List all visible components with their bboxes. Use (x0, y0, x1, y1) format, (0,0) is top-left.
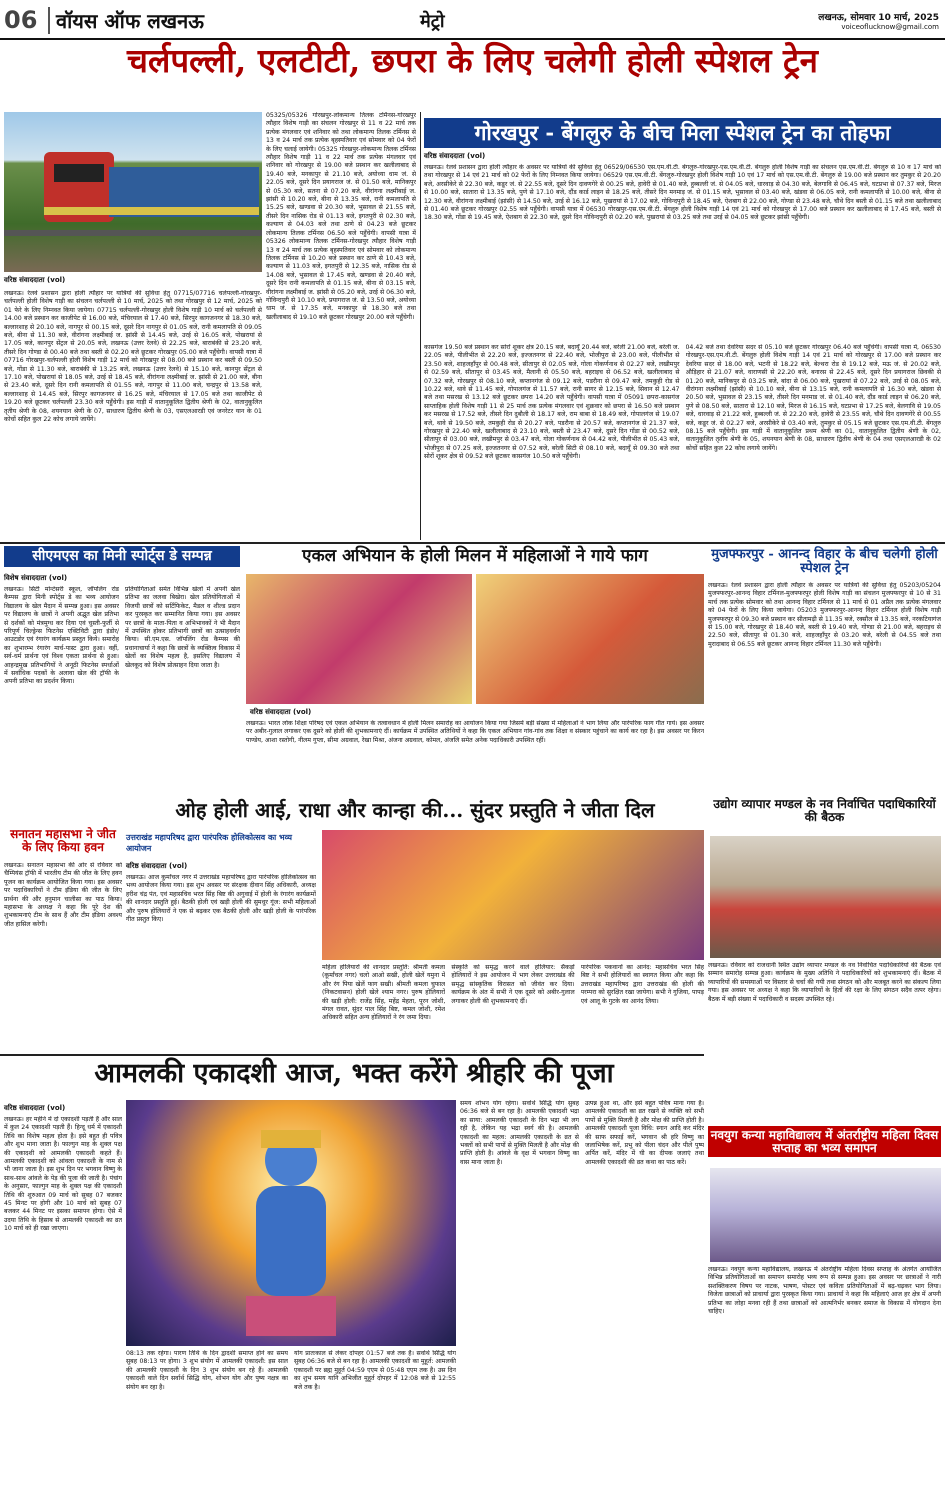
story-6-headline: उद्योग व्यापार मण्डल के नव निर्वाचित पदाधिकारियों की बैठक (713, 797, 936, 824)
story-6-body (708, 962, 941, 1122)
story-8-text-a: लखनऊ। आज कुर्मांचल नगर में उत्तराखंड महापरिषद द्वारा पारंपरिक होलिकोत्सव का भव्य आयोजन किया गया। इस शुभ अवसर पर संरक्षक दीवान सिंह अधिकारी, अध्यक्ष हरीश चंद्र पंत, एवं महासचिव भरत सिंह बिष्ट की अगुवाई में होली के रंगारंग कार्यक्रमों की शानदार प्रस्तुति हुई। बैठकी होली एवं खड़ी होली की सुमधुर गूंज: सभी महिलाओं और पुरुष होलियारों ने एक से बढ़कर एक बैठकी होली और खड़ी होली के पारंपरिक गीत प्रस्तुत किए। (126, 874, 316, 924)
story-2-text-b: कासगंज 19.50 बजे प्रस्थान कर सोरों शूकर क्षेत्र 20.15 बजे, बदायूँ 20.44 बजे, बरेली 21.00 बजे, बरेली ज. 22.05 बजे, पीलीभीत से 22.20 बजे, इज्जतनगर से 22.40 बजे, भोजीपुरा से 23.00 बजे, पीलीभीत से 23.50 बजे, शाहजहाँपुर से 00.48 बजे, सीतापुर से 02.05 बजे, गोला गोकर्णनाथ से 02.27 बजे, लखीमपुर से 02.59 बजे, सीतापुर से 03.45 बजे, मैलानी से 05.50 बजे, बहराइच से 06.52 बजे, खलीलाबाद से 07.32 बजे, गोरखपुर से 08.10 बजे, कप्तानगंज से 09.12 बजे, पडरौना से 09.47 बजे, तमकुही रोड से 10.22 बजे, थावे से 11.45 बजे, गोपालगंज से 11.57 बजे, रानी सागर से 12.15 बजे, सिवान से 12.47 बजे तथा मसरख से 13.12 बजे छूटकर छपरा 14.20 बजे पहुँचेगी। वापसी यात्रा में 05091 छपरा-कासगंज साप्ताहिक होली विशेष गाड़ी 11 से 25 मार्च तक प्रत्येक मंगलवार एवं शुक्रवार को छपरा से 16.50 बजे प्रस्थान कर मसरख से 17.52 बजे, तीसरे दिन दुबौली से 18.17 बजे, राम बाबा से 18.49 बजे, गोपालगंज से 19.07 बजे, थावे से 19.50 बजे, तमकुही रोड से 20.27 बजे, पडरौना से 20.57 बजे, कप्तानगंज से 21.37 बजे, गोरखपुर से 22.40 बजे, खलीलाबाद से 23.10 बजे, बस्ती से 23.47 बजे, दूसरे दिन गोंडा से 00.52 बजे, सीतापुर से 03.00 बजे, लखीमपुर से 03.47 बजे, गोला गोकर्णनाथ से 04.42 बजे, पीलीभीत से 05.43 बजे, भोजीपुरा से 07.25 बजे, इज्जतनगर से 07.52 बजे, बरेली सिटी से 08.10 बजे, बदायूँ से 09.30 बजे तथा सोरों शूकर क्षेत्र से 09.52 बजे छूटकर कासगंज 10.50 बजे पहुँचेगी। (424, 344, 680, 461)
story-1-headline: चर्लपल्ली, एलटीटी, छपरा के लिए चलेगी होली स्पेशल ट्रेन (127, 41, 818, 80)
story-8-body-a (126, 874, 316, 1050)
meeting-photo (710, 836, 941, 958)
story-3-text-b: प्रतियोगिताओं समेत विभिन्न खेलों में अपनी खेल प्रतिभा का जलवा बिखेरा। खेल प्रतियोगिताओं में विजयी छात्रों को सर्टिफिकेट, मैडल व शील्ड प्रदान कर पुरस्कृत कर सम्मानित किया गया। इस अवसर पर छात्रों के माता-पिता व अभिभावकों ने भी मैदान में उपस्थित होकर प्रतिभागी छात्रों का उत्साहवर्धन किया। सी.एम.एस. जॉपलिंग रोड कैम्पस की प्रधानाचार्या ने कहा कि छात्रों के व्यक्तित्व विकास में खेलों का विशेष महत्व है, इसलिए विद्यालय में खेलकूद को विशेष प्रोत्साहन दिया जाता है। (125, 586, 240, 669)
story-2-byline: वरिष्ठ संवाददाता (vol) (424, 152, 486, 160)
story-9-body (708, 1266, 941, 1482)
section-name: मेट्रो (420, 11, 445, 32)
story-10-text-b: 08:13 तक रहेगा। पारण तिथि के दिन द्वादशी समाप्त होने का समय सुबह 08:13 पर होगा। 3 शुभ संयोग में आमलकी एकादशी: इस साल की आमलकी एकादशी के दिन 3 शुभ संयोग बन रहे हैं। आमलकी एकादशी वाले दिन सर्वार्थ सिद्धि योग, शोभन योग और पुष्य नक्षत्र का संयोग बन रहा है। (126, 1350, 288, 1391)
story-6-text: लखनऊ। रविवार को राजधानी स्थित उद्योग व्यापार मण्डल के नव निर्वाचित पदाधिकारियों की बैठक एवं सम्मान समारोह सम्पन्न हुआ। कार्यक्रम के मुख्य अतिथि ने पदाधिकारियों को शुभकामनाएं दीं। बैठक में व्यापारियों की समस्याओं पर विस्तार से चर्चा की गयी तथा संगठन को और मजबूत करने का संकल्प लिया गया। इस अवसर पर अध्यक्ष ने कहा कि व्यापारियों के हितों की रक्षा के लिए संगठन सदैव तत्पर रहेगा। बैठक में बड़ी संख्या में पदाधिकारी व सदस्य उपस्थित रहे। (708, 962, 941, 1003)
story-5-body (708, 582, 941, 794)
story-10-text-d: समय शोभन योग रहेगा। सर्वार्थ सिद्धि योग सुबह 06:36 बजे से बन रहा है। आमलकी एकादशी भद्रा का साया: आमलकी एकादशी के दिन भद्रा भी लग रही है, लेकिन यह भद्रा स्वर्ग की है। आमलकी एकादशी का महत्व: आमलकी एकादशी के व्रत से भक्तों को सभी पापों से मुक्ति मिलती है और मोक्ष की प्राप्ति होती है। आंवले के वृक्ष में भगवान विष्णु का वास माना जाता है। (460, 1100, 579, 1166)
story-9-headline: नवयुग कन्या महाविद्यालय में अंतर्राष्ट्रीय महिला दिवस सप्ताह का भव्य समापन (708, 1126, 941, 1157)
story-8-byline: वरिष्ठ संवाददाता (vol) (126, 862, 188, 870)
story-10-byline: वरिष्ठ संवाददाता (vol) (4, 1104, 66, 1112)
story-7-headline: सनातन महासभा ने जीत के लिए किया हवन (10, 827, 116, 854)
story-8-body-b (322, 964, 704, 1050)
story-8-text-b: महिला होलियारों की शानदार प्रस्तुति: श्रीमती कमला (कूर्मांचल नगर) चलो आओ सखी, होली खेलें यमुना में और रंग पिया खेलें फाग सखी। श्रीमती कमला चुफाल (निकटवासन) होली खेले श्याम नगर। पुरुष होलियारों की खड़ी होली: राजेंद्र सिंह, महेंद्र मेहता, पूरन जोशी, मंगल रावत, सुंदर पाल सिंह बिष्ट, कमल जोशी, रमेश अधिकारी सहित अन्य होलियारों ने रंग जमा दिया। (322, 964, 446, 1022)
story-10-body-b (126, 1350, 456, 1482)
story-10-text-e: उत्पन्न हुआ था, और इसे बहुत पवित्र माना गया है। आमलकी एकादशी का व्रत रखने से व्यक्ति को सभी पापों से मुक्ति मिलती है और मोक्ष की प्राप्ति होती है। आमलकी एकादशी पूजा विधि: स्नान आदि कर मंदिर की साफ सफाई करें, भगवान श्री हरि विष्णु का जलाभिषेक करें, प्रभु को पीला चंदन और पीले पुष्प अर्पित करें, मंदिर में घी का दीपक जलाएं तथा आमलकी एकादशी की व्रत कथा का पाठ करें। (585, 1100, 704, 1166)
college-event-photo (710, 1168, 941, 1262)
paper-name: वॉयस ऑफ लखनऊ (48, 7, 204, 34)
story-4-headline: एकल अभियान के होली मिलन में महिलाओं ने गाये फाग (302, 546, 648, 566)
story-2-text-a: लखनऊ। रेलवे प्रशासन द्वारा होली त्यौहार के अवसर पर यात्रियों की सुविधा हेतु 06529/06530 एस.एम.वी.टी. बेंगलुरु-गोरखपुर-एस.एम.वी.टी. बेंगलुरु होली विशेष गाड़ी का संचलन एस.एम.वी.टी. बेंगलुरु से 10 व 17 मार्च को तथा गोरखपुर से 14 एवं 21 मार्च को 02 फेरों के लिए निम्नवत किया जायेगा। 06529 एस.एम.वी.टी. बेंगलुरु-गोरखपुर होली विशेष गाड़ी 10 एवं 17 मार्च को एस.एम.वी.टी. बेंगलुरु से 19.00 बजे प्रस्थान कर तुमकुर से 20.20 बजे, अरसीकेरे से 22.30 बजे, कडूर जं. से 22.55 बजे, दूसरे दिन दावणगेरे से 00.25 बजे, हावेरी से 01.40 बजे, हुब्बल्ली जं. से 04.05 बजे, धारवाड़ से 04.30 बजे, बेलगावि से 06.45 बजे, घटप्रभा से 07.37 बजे, मिरज से 10.00 बजे, सातारा से 13.35 बजे, पुणे से 17.10 बजे, दौंड कार्ड लाइन से 18.25 बजे, तीसरे दिन मनमाड़ जं. से 01.15 बजे, भुसावल से 03.40 बजे, खंडवा से 06.05 बजे, रानी कमलापति से 10.00 बजे, बीना से 12.30 बजे, वीरांगना लक्ष्मीबाई (झांसी) से 14.50 बजे, उरई से 16.12 बजे, पुखरायां से 17.02 बजे, गोविन्दपुरी से 18.45 बजे, ऐशबाग से 22.00 बजे, गोण्डा से 23.48 बजे, चौथे दिन बस्ती से 01.15 बजे तथा खलीलाबाद से 01.40 बजे छूटकर गोरखपुर 02.55 बजे पहुँचेगी। वापसी यात्रा में 06530 गोरखपुर-एस.एम.वी.टी. बेंगलुरु होली विशेष गाड़ी 14 एवं 21 मार्च को गोरखपुर से 17.00 बजे प्रस्थान कर खलीलाबाद से 17.45 बजे, बस्ती से 18.30 बजे, गोंडा से 19.45 बजे, ऐशबाग से 22.30 बजे, दूसरे दिन गोविन्दपुरी से 02.20 बजे, पुखरायां से 03.25 बजे तथा उरई से 04.05 बजे छूटकर झांसी पहुँचेगी। (424, 164, 941, 222)
story-3-headline: सीएमएस का मिनी स्पोर्ट्स डे सम्पन्न (4, 546, 240, 567)
vishnu-illustration (126, 1100, 456, 1346)
email-line: voiceoflucknow@gmail.com (841, 23, 939, 31)
holi-photo-1 (246, 574, 472, 704)
story-7-text: लखनऊ। सनातन महासभा की ओर से रविवार को चैम्पियंस ट्रॉफी में भारतीय टीम की जीत के लिए हवन पूजन का कार्यक्रम आयोजित किया गया। इस अवसर पर पदाधिकारियों ने टीम इंडिया की जीत के लिए प्रार्थना की और हनुमान चालीसा का पाठ किया। महासभा के अध्यक्ष ने कहा कि पूरे देश की शुभकामनाएं टीम के साथ हैं और टीम इंडिया अवश्य जीत हासिल करेगी। (4, 862, 122, 928)
story-8-text-c: संस्कृति को समृद्ध करने वाले होलियार: सैकड़ों होलियारों ने इस आयोजन में भाग लेकर उत्तराखंड की समृद्ध सांस्कृतिक विरासत को जीवंत कर दिया। कार्यक्रम के अंत में सभी ने एक दूसरे को अबीर-गुलाल लगाकर होली की शुभकामनाएं दीं। (451, 964, 575, 1005)
story-7-body (4, 862, 122, 1032)
deity-figure (126, 1100, 456, 1346)
story-8-kicker: उत्तराखंड महापरिषद द्वारा पारंपरिक होलिकोत्सव का भव्य आयोजन (126, 833, 292, 853)
story-3-body (4, 586, 240, 822)
train-photo (4, 112, 262, 272)
section-divider (0, 542, 945, 544)
column-divider (420, 112, 421, 540)
holi-photo-2 (476, 574, 704, 704)
section-divider-2 (0, 1054, 704, 1056)
story-3-text-a: लखनऊ। सिटी मोन्टेसरी स्कूल, जॉपलिंग रोड कैम्पस द्वारा मिनी स्पोर्ट्स डे का भव्य आयोजन विद्यालय के खेल मैदान में सम्पन्न हुआ। इस अवसर पर विद्यालय के छात्रों ने अपनी अद्भुत खेल प्रतिभा से दर्शकों को मंत्रमुग्ध कर दिया एवं चुस्ती-फुर्ती से परिपूर्ण चिल्ड्रेन्स फिटनेस एक्टिविटी द्वारा इंडोर/आउटडोर एवं रंगारंग कार्यक्रम प्रस्तुत किये। समारोह का शुभारम्भ रंगारंग मार्च-पास्ट द्वारा हुआ। वहीं, सर्व-धर्म प्रार्थना एवं विश्व एकता प्रार्थना से हुआ। आहन्द्रमुख प्रतिभागियों ने अनूठी फिटनेस स्पर्धाओं में सर्वाधिक पदकों के अलावा खेल की ट्रॉफी के अपनी प्रतिभा का प्रदर्शन किया। (4, 586, 119, 686)
story-3-byline: विशेष संवाददाता (vol) (4, 574, 68, 582)
story-10-body-c (460, 1100, 704, 1482)
story-4-byline: वरिष्ठ संवाददाता (vol) (250, 708, 312, 716)
holi-celebration-photo (322, 830, 704, 960)
page-number: 06 (4, 6, 38, 34)
story-10-text-a: लखनऊ। हर महीने में दो एकादशी पड़ती हैं और साल में कुल 24 एकादशी पड़ती हैं। हिन्दू धर्म में एकादशी तिथि का विशेष महत्व होता है। इसे बहुत ही पवित्र और शुभ माना जाता है। फाल्गुन माह के शुक्ल पक्ष की एकादशी को आमलकी एकादशी कहते हैं। आमलकी एकादशी को आंवला एकादशी के नाम से भी जाना जाता है। इस शुभ दिन पर भगवान विष्णु के साथ-साथ आंवले के पेड़ की पूजा की जाती है। पंचांग के अनुसार, फाल्गुन माह के शुक्ल पक्ष की एकादशी तिथि की शुरुआत 09 मार्च को सुबह 07 बजकर 45 मिनट पर होगी और 10 मार्च को सुबह 07 बजकर 44 मिनट पर इसका समापन होगा। ऐसे में उदया तिथि के हिसाब से आमलकी एकादशी का व्रत 10 मार्च को ही रखा जाएगा। (4, 1116, 122, 1233)
story-5-text: लखनऊ। रेलवे प्रशासन द्वारा होली त्यौहार के अवसर पर यात्रियों की सुविधा हेतु 05203/05204 मुजफ्फरपुर-आनन्द विहार टर्मिनल-मुजफ्फरपुर होली विशेष गाड़ी का संचलन मुजफ्फरपुर से 10 से 31 मार्च तक प्रत्येक सोमवार को तथा आनन्द विहार टर्मिनल से 11 मार्च से 01 अप्रैल तक प्रत्येक मंगलवार को 04 फेरों के लिए किया जायेगा। 05203 मुजफ्फरपुर-आनन्द विहार टर्मिनल होली विशेष गाड़ी मुजफ्फरपुर से 09.30 बजे प्रस्थान कर सीतामढ़ी से 11.35 बजे, रक्सौल से 13.35 बजे, नरकटियागंज से 15.00 बजे, गोरखपुर से 18.40 बजे, बस्ती से 19.40 बजे, गोण्डा से 21.00 बजे, बहराइच से 22.50 बजे, सीतापुर से 01.30 बजे, शाहजहाँपुर से 03.20 बजे, बरेली से 04.55 बजे तथा मुरादाबाद से 06.55 बजे छूटकर आनन्द विहार टर्मिनल 11.30 बजे पहुँचेगी। (708, 582, 941, 648)
story-10-headline: आमलकी एकादशी आज, भक्त करेंगे श्रीहरि की पूजा (94, 1058, 614, 1089)
story-1-body-right (266, 112, 416, 540)
train-illustration (4, 112, 262, 272)
story-1-byline: वरिष्ठ संवाददाता (vol) (4, 276, 66, 284)
date-line: लखनऊ, सोमवार 10 मार्च, 2025 (818, 13, 939, 23)
story-10-text-c: योग प्रातःकाल से लेकर दोपहर 01:57 बजे तक है। सर्वार्थ सिद्धि योग सुबह 06:36 बजे से बन रहा है। आमलकी एकादशी का मुहूर्त: आमलकी एकादशी पर ब्रह्म मुहूर्त 04:59 एएम से 05:48 एएम तक है। उस दिन का शुभ समय यानि अभिजीत मुहूर्त दोपहर में 12:08 बजे से 12:55 बजे तक है। (294, 1350, 456, 1391)
story-1-body-left (4, 290, 262, 540)
story-5-headline: मुजफ्फरपुर - आनन्द विहार के बीच चलेगी होली स्पेशल ट्रेन (711, 547, 938, 576)
story-2-text-c: 04.42 बजे तथा देवरिया सदर से 05.10 बजे छूटकर गोरखपुर 06.40 बजे पहुँचेगी। वापसी यात्रा में, 06530 गोरखपुर-एस.एम.वी.टी. बेंगलुरु होली विशेष गाड़ी 14 एवं 21 मार्च को गोरखपुर से 17.00 बजे प्रस्थान कर देवरिया सदर से 18.00 बजे, भटनी से 18.22 बजे, बेल्थरा रोड से 19.12 बजे, मऊ जं. से 20.02 बजे, औड़िहार से 21.07 बजे, वाराणसी से 22.20 बजे, बनारस से 22.45 बजे, दूसरे दिन प्रयागराज छिवकी से 01.20 बजे, मानिकपुर से 03.25 बजे, बांदा से 06.00 बजे, पुखरायां से 07.22 बजे, उरई से 08.05 बजे, वीरांगना लक्ष्मीबाई (झांसी) से 10.10 बजे, बीना से 13.15 बजे, रानी कमलापति से 16.30 बजे, खंडवा से 20.50 बजे, भुसावल से 23.15 बजे, तीसरे दिन मनमाड जं. से 01.40 बजे, दौंड कार्ड लाइन से 06.20 बजे, पुणे से 08.50 बजे, सातारा से 12.10 बजे, मिरज से 16.15 बजे, घटप्रभा से 17.25 बजे, बेलगावि से 19.05 बजे, धारवाड़ से 21.22 बजे, हुब्बल्ली जं. से 22.20 बजे, हावेरी से 23.55 बजे, चौथे दिन दावणगेरे से 00.55 बजे, कडूर जं. से 02.27 बजे, अरसीकेरे से 03.40 बजे, तुमकुर से 05.15 बजे छूटकर एस.एम.वी.टी. बेंगलुरु 08.15 बजे पहुँचेगी। इस गाड़ी में वातानुकूलित प्रथम श्रेणी का 01, वातानुकूलित द्वितीय श्रेणी के 02, वातानुकूलित तृतीय श्रेणी के 05, शयनयान श्रेणी के 08, साधारण द्वितीय श्रेणी के 04 तथा एसएलआरडी के 02 कोचों सहित कुल 22 कोच लगाये जायेंगे। (685, 344, 941, 452)
masthead (0, 0, 945, 40)
story-2-headline: गोरखपुर - बेंगलुरु के बीच मिला स्पेशल ट्रेन का तोहफा (424, 118, 941, 148)
story-8-headline: ओह होली आई, राधा और कान्हा की... सुंदर प्रस्तुति ने जीता दिल (175, 798, 655, 822)
story-4-text: लखनऊ। भारत लोक शिक्षा परिषद एवं एकल अभियान के तत्वावधान में होली मिलन समारोह का आयोजन किया गया जिसमें बड़ी संख्या में महिलाओं ने भाग लिया और पारंपरिक फाग गीत गाये। इस अवसर पर अबीर-गुलाल लगाकर एक दूसरे को होली की शुभकामनाएं दीं। कार्यक्रम में उपस्थित अतिथियों ने कहा कि एकल अभियान गांव-गांव तक शिक्षा व संस्कार पहुंचाने का कार्य कर रहा है। इस अवसर पर किरन पाण्डेय, आशा रस्तोगी, नीलम गुप्ता, सीमा अग्रवाल, रेखा मिश्रा, अंजना अग्रवाल, कोमल, अंजलि समेत अनेक पदाधिकारी उपस्थित रहीं। (246, 720, 704, 744)
story-2-body-top (424, 164, 941, 340)
story-1-text-b: 05325/05326 गोरखपुर-लोकमान्य तिलक टर्मिनस-गोरखपुर त्यौहार विशेष गाड़ी का संचलन गोरखपुर से 11 व 22 मार्च तक प्रत्येक मंगलवार एवं शनिवार को तथा लोकमान्य तिलक टर्मिनस से 13 व 24 मार्च तक प्रत्येक बृहस्पतिवार एवं सोमवार को 04 फेरों के लिए चलाई जायेगी। 05325 गोरखपुर-लोकमान्य तिलक टर्मिनस त्यौहार विशेष गाड़ी 11 व 22 मार्च तक प्रत्येक मंगलवार एवं शनिवार को गोरखपुर से 19.00 बजे प्रस्थान कर खलीलाबाद से 19.40 बजे, मनकापुर से 21.10 बजे, अयोध्या धाम जं. से 22.05 बजे, दूसरे दिन प्रयागराज जं. से 01.50 बजे, मानिकपुर से 05.30 बजे, सतना से 07.20 बजे, वीरांगना लक्ष्मीबाई ज. झांसी से 10.20 बजे, बीना से 13.35 बजे, रानी कमलापति से 15.25 बजे, खण्डवा से 20.30 बजे, भुसावल से 21.55 बजे, तीसरे दिन नासिक रोड से 01.13 बजे, इगतपुरी से 02.30 बजे, कल्याण से 04.03 बजे तथा ठाणे से 04.23 बजे छूटकर लोकमान्य तिलक टर्मिनस 06.50 बजे पहुँचेगी। वापसी यात्रा में 05326 लोकमान्य तिलक टर्मिनस-गोरखपुर त्यौहार विशेष गाड़ी 13 व 24 मार्च तक प्रत्येक बृहस्पतिवार एवं सोमवार को लोकमान्य तिलक टर्मिनस से 10.20 बजे प्रस्थान कर ठाणे से 10.43 बजे, कल्याण से 11.03 बजे, इगतपुरी से 12.35 बजे, नासिक रोड से 14.08 बजे, भुसावल से 17.45 बजे, खण्डवा से 20.40 बजे, दूसरे दिन रानी कमलापति से 01.15 बजे, बीना से 03.15 बजे, वीरांगना लक्ष्मीबाई ज. झांसी से 05.20 बजे, उरई से 06.30 बजे, गोविन्दपुरी से 10.10 बजे, प्रयागराज जं. से 13.50 बजे, अयोध्या धाम जं. से 17.35 बजे, मनकापुर से 18.30 बजे तथा खलीलाबाद से 19.10 बजे छूटकर गोरखपुर 20.00 बजे पहुँचेगी। (266, 112, 416, 321)
story-1-text-a: लखनऊ। रेलवे प्रशासन द्वारा होली त्यौहार पर यात्रियों की सुविधा हेतु 07715/07716 चर्लपल्ली-गोरखपुर-चर्लपल्ली होली विशेष गाड़ी का संचलन चर्लपल्ली से 10 मार्च, 2025 को तथा गोरखपुर से 12 मार्च, 2025 को 01 फेरे के लिए निम्नवत किया जायेगा। 07715 चर्लपल्ली-गोरखपुर होली विशेष गाड़ी 10 मार्च को चर्लपल्ली से 14.00 बजे प्रस्थान कर काजीपेट से 16.00 बजे, मंचिरयाल से 17.40 बजे, सिरपुर कागजनगर से 18.30 बजे, बल्लारशाह से 20.10 बजे, नागपुर से 00.15 बजे, दूसरे दिन नागपुर से 01.05 बजे, रानी कमलापति से 09.05 बजे, बीना से 11.30 बजे, वीरांगना लक्ष्मीबाई ज. झांसी से 14.45 बजे, उरई से 16.05 बजे, पोखरायां से 17.05 बजे, कानपुर सेंट्रल से 20.05 बजे, लखनऊ (उत्तर रेलवे) से 22.25 बजे, बाराबंकी से 23.20 बजे, तीसरे दिन गोण्डा से 00.40 बजे तथा बस्ती से 02.20 बजे छूटकर गोरखपुर 05.00 बजे पहुँचेगी। वापसी यात्रा में 07716 गोरखपुर-चर्लपल्ली होली विशेष गाड़ी 12 मार्च को गोरखपुर से 08.00 बजे प्रस्थान कर बस्ती से 09.50 बजे, गोंडा से 11.30 बजे, बाराबंकी से 13.25 बजे, लखनऊ (उत्तर रेलवे) से 15.10 बजे, कानपुर सेंट्रल से 17.10 बजे, पोखरायां से 18.05 बजे, उरई से 18.45 बजे, वीरांगना लक्ष्मीबाई ज. झांसी से 21.00 बजे, बीना से 23.40 बजे, दूसरे दिन रानी कमलापति से 01.55 बजे, नागपुर से 11.00 बजे, चन्द्रपुर से 13.58 बजे, बल्लारशाह से 14.45 बजे, सिरपुर कागजनगर से 16.25 बजे, मंचिरयाल से 17.05 बजे तथा काजीपेट से 19.20 बजे छूटकर चर्लपल्ली 23.30 बजे पहुँचेगी। इस गाड़ी में वातानुकूलित द्वितीय श्रेणी के 02, वातानुकूलित तृतीय श्रेणी के 08, शयनयान श्रेणी के 07, साधारण द्वितीय श्रेणी के 03, एसएलआरडी एवं जनरेटर यान के 01 कोचों सहित कुल 22 कोच लगाये जायेंगे। (4, 290, 262, 424)
story-8-text-d: पारंपरिक पकवानों का आनंद: महासचिव भरत सिंह बिष्ट ने सभी होलियारों का स्वागत किया और कहा कि उत्तराखंड महापरिषद द्वारा उत्तराखंड की होली की परम्परा को सुरक्षित रखा जायेगा। सभी ने गुजिया, पापड़ एवं आलू के गुटके का आनंद लिया। (580, 964, 704, 1005)
story-4-body (246, 720, 704, 778)
story-2-body-bottom (424, 344, 941, 540)
story-10-body-a (4, 1116, 122, 1482)
story-9-text: लखनऊ। नवयुग कन्या महाविद्यालय, लखनऊ में अंतर्राष्ट्रीय महिला दिवस सप्ताह के अंतर्गत आयोजित विभिन्न प्रतियोगिताओं का समापन समारोह भव्य रूप से सम्पन्न हुआ। इस अवसर पर छात्राओं ने नारी सशक्तिकरण विषय पर नाटक, भाषण, पोस्टर एवं कविता प्रतियोगिताओं में बढ़-चढ़कर भाग लिया। विजेता छात्राओं को प्राचार्या द्वारा पुरस्कृत किया गया। प्राचार्या ने कहा कि महिलाएं आज हर क्षेत्र में अपनी प्रतिभा का लोहा मनवा रही हैं तथा छात्राओं को आत्मनिर्भर बनकर समाज के विकास में योगदान देना चाहिए। (708, 1266, 941, 1316)
